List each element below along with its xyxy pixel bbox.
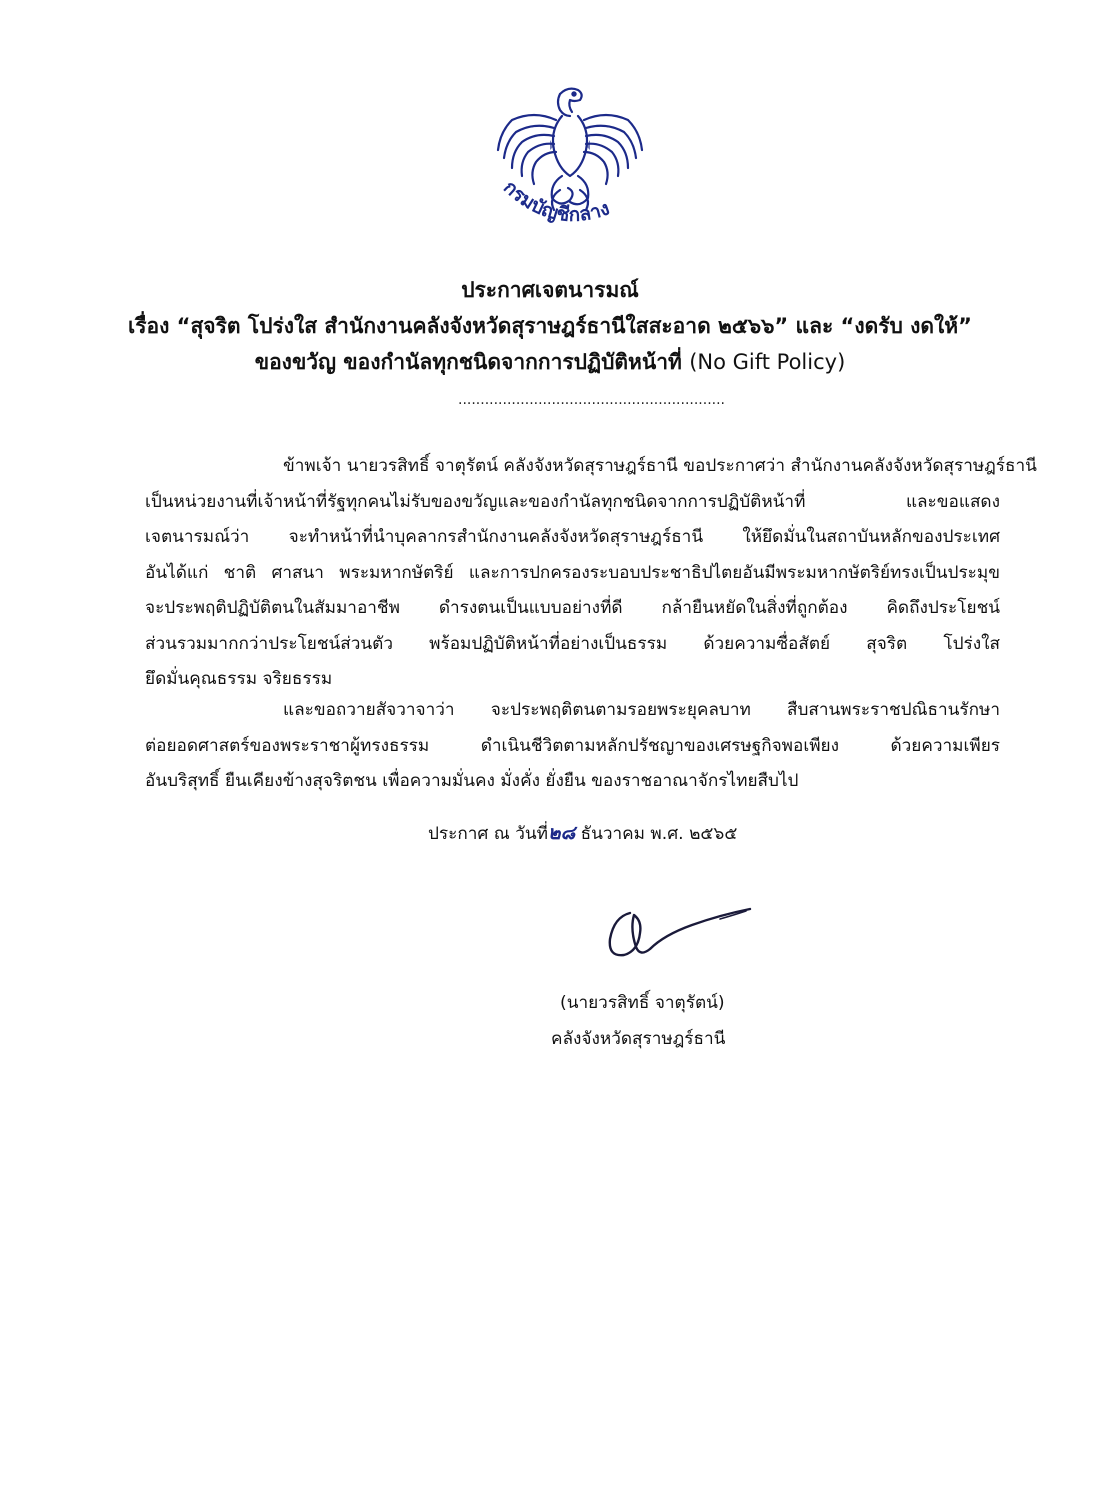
paragraph-line: ยึดมั่นคุณธรรม จริยธรรม bbox=[145, 669, 333, 689]
paragraph-line: ต่อยอดศาสตร์ของพระราชาผู้ทรงธรรม ดำเนินชีวิตตามหลักปรัชญาของเศรษฐกิจพอเพียง ด้วยความเพียร bbox=[145, 735, 1000, 756]
heading-subject-thai: ของขวัญ ของกำนัลทุกชนิดจากการปฏิบัติหน้าที่ bbox=[254, 350, 682, 374]
body-paragraph-2 bbox=[145, 693, 1000, 800]
logo-text: กรมบัญชีกลาง bbox=[499, 176, 613, 227]
paragraph-line: ส่วนรวมมากกว่าประโยชน์ส่วนตัว พร้อมปฏิบัติหน้าที่อย่างเป็นธรรม ด้วยความซื่อสัตย์ สุจริต โปร่งใส bbox=[145, 633, 1000, 654]
signatory-title: คลังจังหวัดสุราษฎร์ธานี bbox=[551, 1029, 726, 1049]
paragraph-line: เจตนารมณ์ว่า จะทำหน้าที่นำบุคลากรสำนักงานคลังจังหวัดสุราษฎร์ธานี ให้ยึดมั่นในสถาบันหลักของประเทศ bbox=[145, 527, 1000, 547]
paragraph-line: ข้าพเจ้า นายวรสิทธิ์ จาตุรัตน์ คลังจังหวัดสุราษฎร์ธานี ขอประกาศว่า สำนักงานคลังจังหวัดสุราษฎร์ธานี bbox=[283, 456, 1037, 476]
date-prefix: ประกาศ ณ วันที่ bbox=[428, 824, 548, 844]
heading-title: ประกาศเจตนารมณ์ bbox=[461, 278, 639, 302]
paragraph-line: อันบริสุทธิ์ ยืนเคียงข้างสุจริตชน เพื่อความมั่นคง มั่งคั่ง ยั่งยืน ของราชอาณาจักรไทยสืบไป bbox=[145, 771, 799, 791]
body-paragraph-1 bbox=[145, 449, 1037, 698]
signatory-name: (นายวรสิทธิ์ จาตุรัตน์) bbox=[560, 993, 725, 1013]
date-day-handwritten: ๒๘ bbox=[547, 822, 576, 844]
announcement-date bbox=[428, 818, 737, 848]
garuda-icon bbox=[490, 80, 650, 250]
paragraph-line: จะประพฤติปฏิบัติตนในสัมมาอาชีพ ดำรงตนเป็นแบบอย่างที่ดี กล้ายืนหยัดในสิ่งที่ถูกต้อง คิดถึงประโยชน์ bbox=[145, 598, 1000, 618]
paragraph-line: และขอถวายสัจวาจาว่า จะประพฤติตนตามรอยพระยุคลบาท สืบสานพระราชปณิธานรักษา bbox=[283, 700, 1000, 720]
heading-subject-continued bbox=[60, 344, 1040, 380]
announcement-heading bbox=[60, 272, 1040, 380]
garuda-emblem-logo bbox=[490, 80, 650, 250]
handwritten-signature bbox=[600, 895, 760, 970]
signature-icon bbox=[600, 895, 760, 970]
heading-divider: ............................................................ bbox=[458, 392, 726, 408]
paragraph-line: อันได้แก่ ชาติ ศาสนา พระมหากษัตริย์ และการปกครองระบอบประชาธิปไตยอันมีพระมหากษัตริย์ทรงเป็นประมุข bbox=[145, 562, 1000, 583]
date-suffix: ธันวาคม พ.ศ. ๒๕๖๕ bbox=[575, 824, 738, 844]
paragraph-line: เป็นหน่วยงานที่เจ้าหน้าที่รัฐทุกคนไม่รับของขวัญและของกำนัลทุกชนิดจากการปฏิบัติหน้าที่ และขอแสดง bbox=[145, 491, 1000, 512]
heading-subject-english: (No Gift Policy) bbox=[689, 350, 846, 374]
heading-subject: เรื่อง “สุจริต โปร่งใส สำนักงานคลังจังหวัดสุราษฎร์ธานีใสสะอาด ๒๕๖๖” และ “งดรับ งดให้” bbox=[128, 314, 972, 338]
